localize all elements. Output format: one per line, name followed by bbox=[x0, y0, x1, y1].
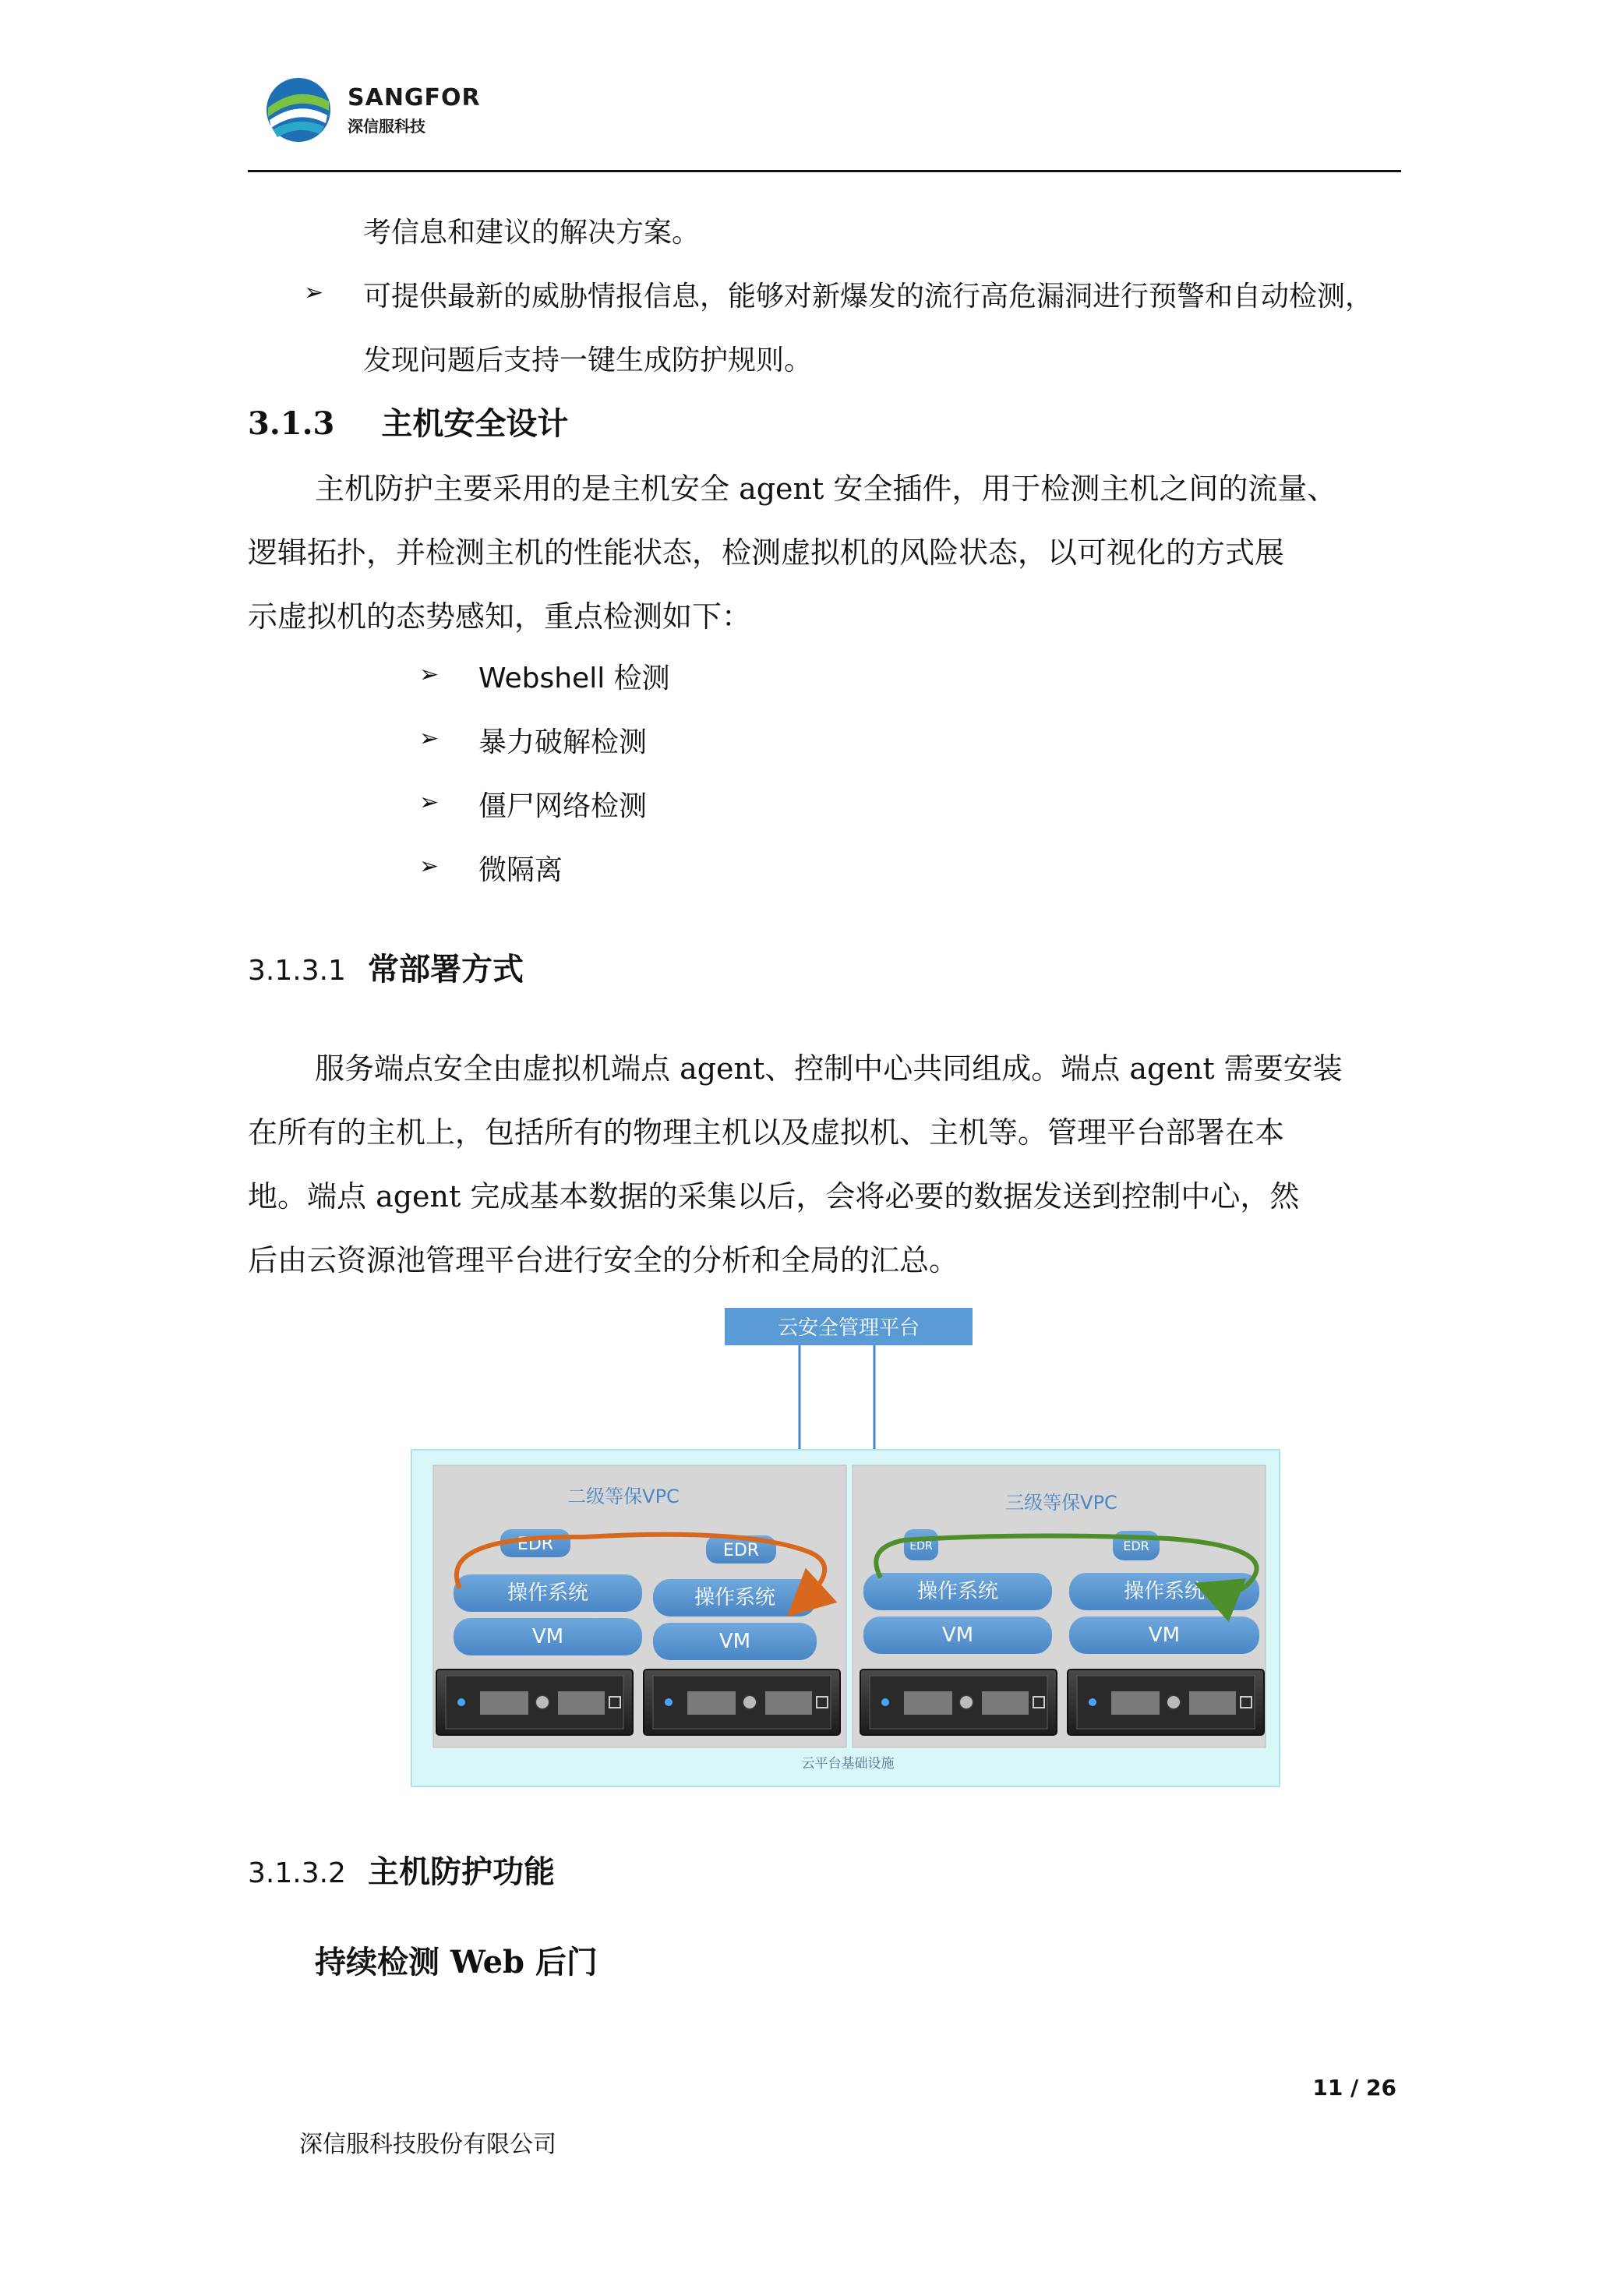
os-label: 操作系统 bbox=[1123, 1580, 1206, 1603]
brand-name: SANGFOR bbox=[348, 84, 481, 111]
bullet-arrow-icon: ➢ bbox=[419, 661, 440, 688]
para-deploy-line-3: 地。端点 agent 完成基本数据的采集以后，会将必要的数据发送到控制中心，然 bbox=[248, 1179, 1300, 1214]
para-host-line-2: 逻辑拓扑，并检测主机的性能状态，检测虚拟机的风险状态，以可视化的方式展 bbox=[248, 535, 1285, 570]
bullet-intel-line-2: 发现问题后支持一键生成防护规则。 bbox=[363, 344, 813, 376]
header-divider bbox=[248, 170, 1401, 172]
sangfor-logo-icon bbox=[265, 76, 332, 143]
para-deploy-line-2: 在所有的主机上，包括所有的物理主机以及虚拟机、主机等。管理平台部署在本 bbox=[248, 1115, 1285, 1150]
os-label: 操作系统 bbox=[916, 1580, 999, 1603]
edr-label: EDR bbox=[722, 1541, 760, 1560]
section-number: 3.1.3.2 bbox=[248, 1857, 346, 1889]
section-heading-3-1-3-1 bbox=[248, 945, 524, 989]
edr-label: EDR bbox=[517, 1535, 554, 1554]
bullet-item: 僵尸网络检测 bbox=[478, 790, 648, 822]
sub-heading-web-backdoor: 持续检测 Web 后门 bbox=[315, 1944, 598, 1980]
para-deploy-line-1: 服务端点安全由虚拟机端点 agent、控制中心共同组成。端点 agent 需要安装 bbox=[315, 1051, 1343, 1086]
para-host-line-1: 主机防护主要采用的是主机安全 agent 安全插件，用于检测主机之间的流量、 bbox=[315, 472, 1337, 506]
bullet-item: Webshell 检测 bbox=[478, 662, 670, 694]
section-number: 3.1.3.1 bbox=[248, 955, 346, 987]
vpc-right-label: 三级等保VPC bbox=[1005, 1492, 1117, 1514]
bullet-item: 暴力破解检测 bbox=[478, 726, 648, 758]
server-rack bbox=[1068, 1670, 1264, 1735]
para-host-line-3: 示虚拟机的态势感知，重点检测如下： bbox=[248, 599, 752, 634]
edr-label: EDR bbox=[909, 1540, 933, 1553]
section-heading-3-1-3 bbox=[248, 399, 568, 443]
vm-label: VM bbox=[1148, 1624, 1181, 1647]
mgmt-platform-label: 云安全管理平台 bbox=[777, 1316, 920, 1340]
section-title: 主机安全设计 bbox=[381, 405, 569, 442]
vpc-left-label: 二级等保VPC bbox=[567, 1486, 680, 1507]
para-deploy-line-4: 后由云资源池管理平台进行安全的分析和全局的汇总。 bbox=[248, 1243, 959, 1277]
bullet-arrow-icon: ➢ bbox=[304, 279, 324, 306]
bullet-arrow-icon: ➢ bbox=[419, 853, 440, 880]
server-rack bbox=[860, 1670, 1057, 1735]
section-heading-3-1-3-2 bbox=[248, 1847, 555, 1892]
deployment-diagram bbox=[405, 1302, 1286, 1793]
os-label: 操作系统 bbox=[694, 1586, 776, 1609]
infra-label: 云平台基础设施 bbox=[801, 1756, 895, 1772]
footer-company: 深信服科技股份有限公司 bbox=[299, 2131, 556, 2158]
continued-text: 考信息和建议的解决方案。 bbox=[363, 217, 701, 249]
vm-label: VM bbox=[531, 1625, 564, 1648]
section-number: 3.1.3 bbox=[248, 405, 335, 442]
bullet-intel-line-1: 可提供最新的威胁情报信息，能够对新爆发的流行高危漏洞进行预警和自动检测， bbox=[363, 281, 1374, 313]
section-title: 常部署方式 bbox=[367, 951, 524, 988]
os-label: 操作系统 bbox=[507, 1581, 589, 1605]
brand-subtitle: 深信服科技 bbox=[348, 117, 425, 136]
bullet-item: 微隔离 bbox=[478, 854, 563, 886]
bullet-arrow-icon: ➢ bbox=[419, 789, 440, 816]
edr-label: EDR bbox=[1123, 1539, 1149, 1553]
server-rack bbox=[436, 1670, 633, 1735]
bullet-arrow-icon: ➢ bbox=[419, 725, 440, 752]
section-title: 主机防护功能 bbox=[367, 1853, 555, 1890]
vm-label: VM bbox=[718, 1630, 751, 1653]
page-number: 11 / 26 bbox=[1312, 2075, 1396, 2101]
server-rack bbox=[644, 1670, 840, 1735]
vm-label: VM bbox=[941, 1624, 974, 1647]
